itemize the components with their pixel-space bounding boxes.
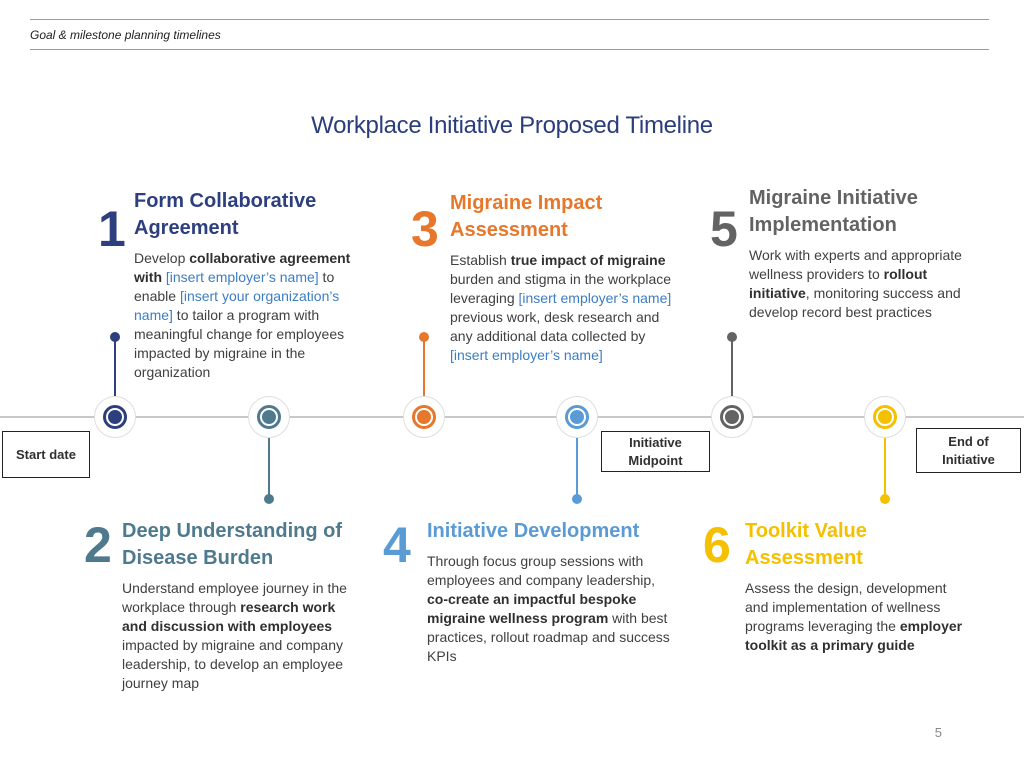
header-title: Goal & milestone planning timelines: [30, 28, 221, 42]
milestone-1-description: Develop collaborative agreement with [insert employer’s name] to enable [insert your organization’s name] to tailor a program with meaningful change for employees impacted by migraine in the organization: [134, 250, 351, 380]
stem-2: [268, 438, 270, 496]
milestone-4-description: Through focus group sessions with employees and company leadership, co-create an impactful bespoke migraine wellness program with best practices, rollout roadmap and success KPIs: [427, 553, 670, 664]
milestone-6-title: [745, 518, 985, 572]
timeline-node-2: [248, 396, 290, 438]
stem-1: [114, 340, 116, 396]
milestone-5-title: [749, 185, 989, 239]
stem-dot-4: [572, 494, 582, 504]
milestone-2-title-line1: Deep Understanding of: [122, 520, 343, 542]
milestone-4-title: [427, 518, 687, 545]
milestone-4-title-line1: Initiative Development: [427, 520, 640, 542]
milestone-1-title-line1: Form Collaborative: [134, 190, 317, 212]
timeline-node-5: [711, 396, 753, 438]
page-number: 5: [934, 725, 942, 740]
end-label-line1: End of: [948, 433, 989, 449]
milestone-6-number: 6: [703, 517, 731, 573]
milestone-3-number: 3: [411, 201, 439, 257]
midpoint-label-line1: Initiative: [629, 434, 682, 450]
stem-3: [423, 340, 425, 396]
milestone-2-description: Understand employee journey in the workplace through research work and discussion with employees impacted by migraine and company leadership, to develop an employee journey map: [122, 580, 347, 691]
end-box: [916, 428, 1021, 473]
milestone-2-number: 2: [84, 517, 112, 573]
start-date-box: [2, 431, 90, 478]
stem-4: [576, 438, 578, 496]
start-date-label: Start date: [16, 446, 76, 462]
milestone-6-description: Assess the design, development and implementation of wellness programs leveraging the employer toolkit as a primary guide: [745, 580, 963, 653]
midpoint-box: [601, 431, 710, 472]
milestone-5-number: 5: [710, 201, 738, 257]
header-bottom-rule: [30, 49, 989, 50]
page-title: Workplace Initiative Proposed Timeline: [311, 112, 713, 139]
end-label-line2: Initiative: [942, 451, 995, 467]
milestone-1-title: [134, 188, 394, 242]
milestone-2-title: [122, 518, 382, 572]
milestone-3-description: Establish true impact of migraine burden and stigma in the workplace leveraging [insert employer’s name] previous work, desk research and any additional data collected by [insert employer’s name]: [450, 252, 672, 363]
stem-dot-2: [264, 494, 274, 504]
milestone-5-description: Work with experts and appropriate wellness providers to rollout initiative, monitoring success and develop record best practices: [749, 247, 962, 320]
milestone-6-title-line1: Toolkit Value: [745, 520, 867, 542]
stem-dot-5: [727, 332, 737, 342]
milestone-5-title-line1: Migraine Initiative: [749, 187, 918, 209]
milestone-6-title-line2: Assessment: [745, 547, 863, 569]
timeline-node-6: [864, 396, 906, 438]
midpoint-label-line2: Midpoint: [628, 452, 683, 468]
milestone-4-number: 4: [383, 517, 411, 573]
milestone-3-title-line1: Migraine Impact: [450, 192, 603, 214]
timeline-node-4: [556, 396, 598, 438]
header-top-rule: [30, 19, 989, 20]
milestone-1-number: 1: [98, 201, 126, 257]
stem-dot-1: [110, 332, 120, 342]
milestone-2-title-line2: Disease Burden: [122, 547, 274, 569]
milestone-3-title: [450, 190, 690, 244]
stem-dot-6: [880, 494, 890, 504]
milestone-3-title-line2: Assessment: [450, 219, 568, 241]
timeline-node-3: [403, 396, 445, 438]
stem-5: [731, 340, 733, 396]
milestone-1-title-line2: Agreement: [134, 217, 239, 239]
stem-dot-3: [419, 332, 429, 342]
stem-6: [884, 438, 886, 496]
timeline-node-1: [94, 396, 136, 438]
milestone-5-title-line2: Implementation: [749, 214, 897, 236]
